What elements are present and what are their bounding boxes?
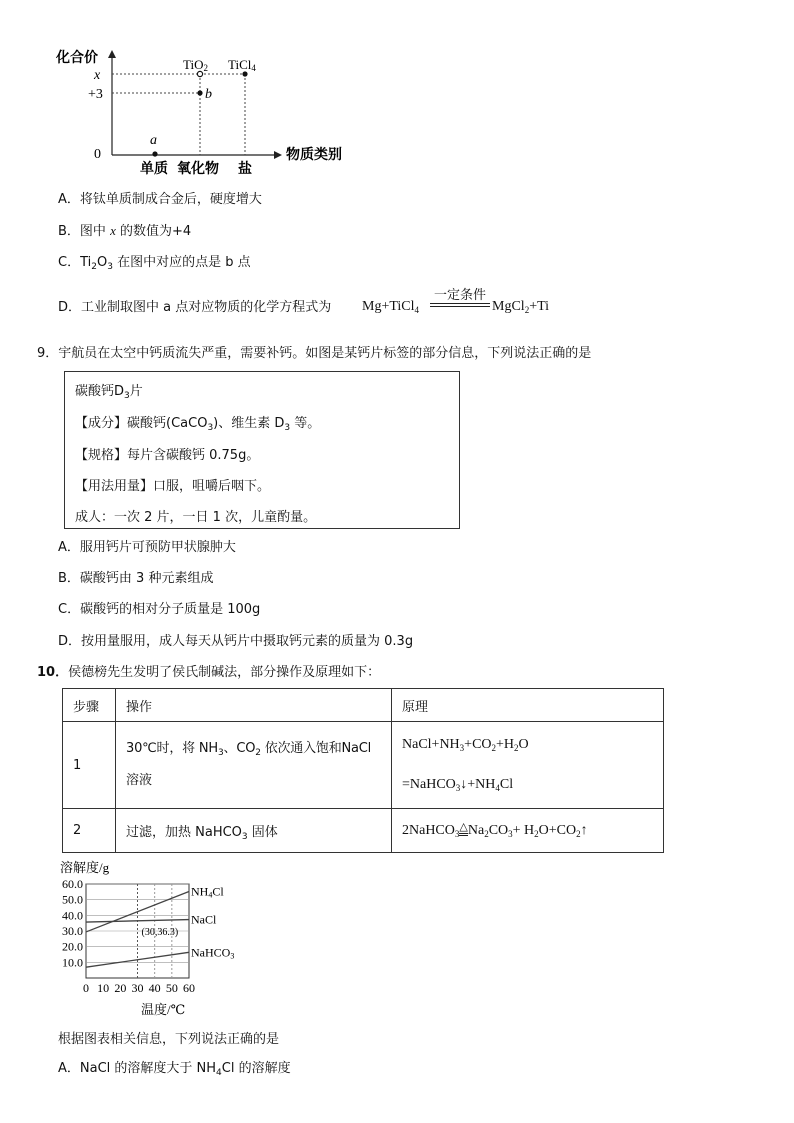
x-axis-arrow	[274, 151, 282, 159]
chart-ylabel: 溶解度/g	[60, 860, 110, 875]
table-header-row	[63, 689, 664, 722]
valence-chart	[50, 42, 360, 177]
row2-principle: $2NaHCO_3\triangle Na_2CO_3+$ $H_2O+CO_2↑$	[392, 809, 664, 853]
q9-option-d: D．按用量服用，成人每天从钙片中摄取钙元素的质量为 0.3g	[58, 634, 414, 649]
q8-condition-bar-bottom	[430, 306, 490, 307]
cat-oxide: 氧化物	[177, 162, 219, 177]
process-table	[62, 688, 664, 853]
row1-operation: 30℃时，将 $NH_3$、$CO_2$ 依次通入饱和NaCl 溶液	[116, 722, 392, 809]
q8-option-a: A．将钛单质制成合金后，硬度增大	[58, 192, 262, 207]
header-operation: 操作	[116, 689, 392, 722]
row1-step: 1	[63, 722, 116, 809]
q10-stem: 10．侯德榜先生发明了侯氏制碱法，部分操作及原理如下：	[37, 665, 381, 680]
q8-condition-bar-top	[430, 303, 490, 304]
point-ticl4	[242, 71, 247, 76]
q9-option-b: B．碳酸钙由 3 种元素组成	[58, 571, 214, 586]
q10-prompt: 根据图表相关信息，下列说法正确的是	[58, 1032, 280, 1047]
point-b	[197, 90, 202, 95]
header-step: 步骤	[63, 689, 116, 722]
q8-condition: 一定条件	[433, 288, 486, 303]
y-tick-label: 20.0	[62, 939, 83, 954]
label-ticl4: TiCl4	[228, 57, 256, 73]
q8-equation-left: Mg+TiCl$_4$	[362, 299, 420, 315]
y-tick-label: 60.0	[62, 877, 83, 891]
label-tio2: TiO2	[183, 57, 208, 73]
q9-option-a: A．服用钙片可预防甲状腺肿大	[58, 540, 236, 555]
table-row	[63, 809, 664, 853]
y-tick-label: 40.0	[62, 908, 83, 923]
x-tick-label: 40	[148, 981, 161, 995]
ytick-x: x	[94, 68, 101, 83]
q9-stem: 9．宇航员在太空中钙质流失严重，需要补钙。如图是某钙片标签的部分信息，下列说法正确的是	[37, 346, 592, 361]
table-row	[63, 722, 664, 809]
valence-ylabel: 化合价	[56, 51, 98, 66]
q9-option-c: C．碳酸钙的相对分子质量是 100g	[58, 602, 261, 617]
label-dose: 成人：一次 2 片，一日 1 次，儿童酌量。	[75, 510, 317, 525]
cat-salt: 盐	[238, 162, 252, 177]
q8-option-c: C．$Ti_2O_3$ 在图中对应的点是 b 点	[58, 255, 251, 272]
series-label: NaCl	[191, 912, 217, 927]
solubility-chart	[56, 858, 256, 1016]
x-tick-label: 20	[114, 981, 127, 995]
q8-option-b: B．图中 x 的数值为+4	[58, 223, 192, 239]
valence-xlabel: 物质类别	[286, 148, 342, 163]
series-label: NaHCO3	[191, 945, 235, 961]
label-spec: 【规格】每片含碳酸钙 0.75g。	[75, 448, 260, 463]
label-usage: 【用法用量】口服，咀嚼后咽下。	[75, 479, 271, 494]
x-tick-label: 30	[131, 981, 144, 995]
point-tio2	[197, 71, 202, 76]
ytick-zero: 0	[94, 147, 101, 162]
chart-xlabel: 温度/℃	[141, 1002, 186, 1016]
row2-operation: 过滤，加热 NaHCO$_3$ 固体	[116, 809, 392, 853]
label-a: a	[150, 133, 157, 148]
header-principle: 原理	[392, 689, 664, 722]
x-tick-label: 10	[97, 981, 110, 995]
y-tick-label: 30.0	[62, 924, 83, 938]
q8-option-d: D．工业制取图中 a 点对应物质的化学方程式为	[58, 300, 332, 315]
cat-element: 单质	[140, 162, 168, 177]
x-tick-label: 50	[165, 981, 178, 995]
x-tick-label: 0	[83, 981, 89, 995]
row1-principle: $NaCl+NH_3+CO_2+H_2O$ $=NaHCO_3↓+NH_4Cl$	[392, 722, 664, 809]
q8-equation-right: MgCl$_2$+Ti	[492, 299, 550, 315]
annotation-label: (30,36.3)	[141, 927, 179, 939]
ytick-plus3: +3	[88, 87, 103, 102]
calcium-label-box	[64, 371, 460, 529]
label-ingredient: 【成分】碳酸钙(CaCO$_3$)、维生素 $D_3$ 等。	[75, 416, 321, 433]
series-label: NH4Cl	[191, 884, 224, 900]
point-a	[152, 151, 157, 156]
row2-step: 2	[63, 809, 116, 853]
label-name: 碳酸钙$D_3$片	[75, 384, 143, 401]
q10-option-a: A．NaCl 的溶解度大于 $NH_4Cl$ 的溶解度	[58, 1061, 291, 1078]
x-tick-label: 60	[183, 981, 195, 995]
label-b: b	[205, 87, 212, 102]
y-tick-label: 10.0	[62, 955, 83, 970]
y-tick-label: 50.0	[62, 892, 83, 907]
y-axis-arrow	[108, 50, 116, 58]
